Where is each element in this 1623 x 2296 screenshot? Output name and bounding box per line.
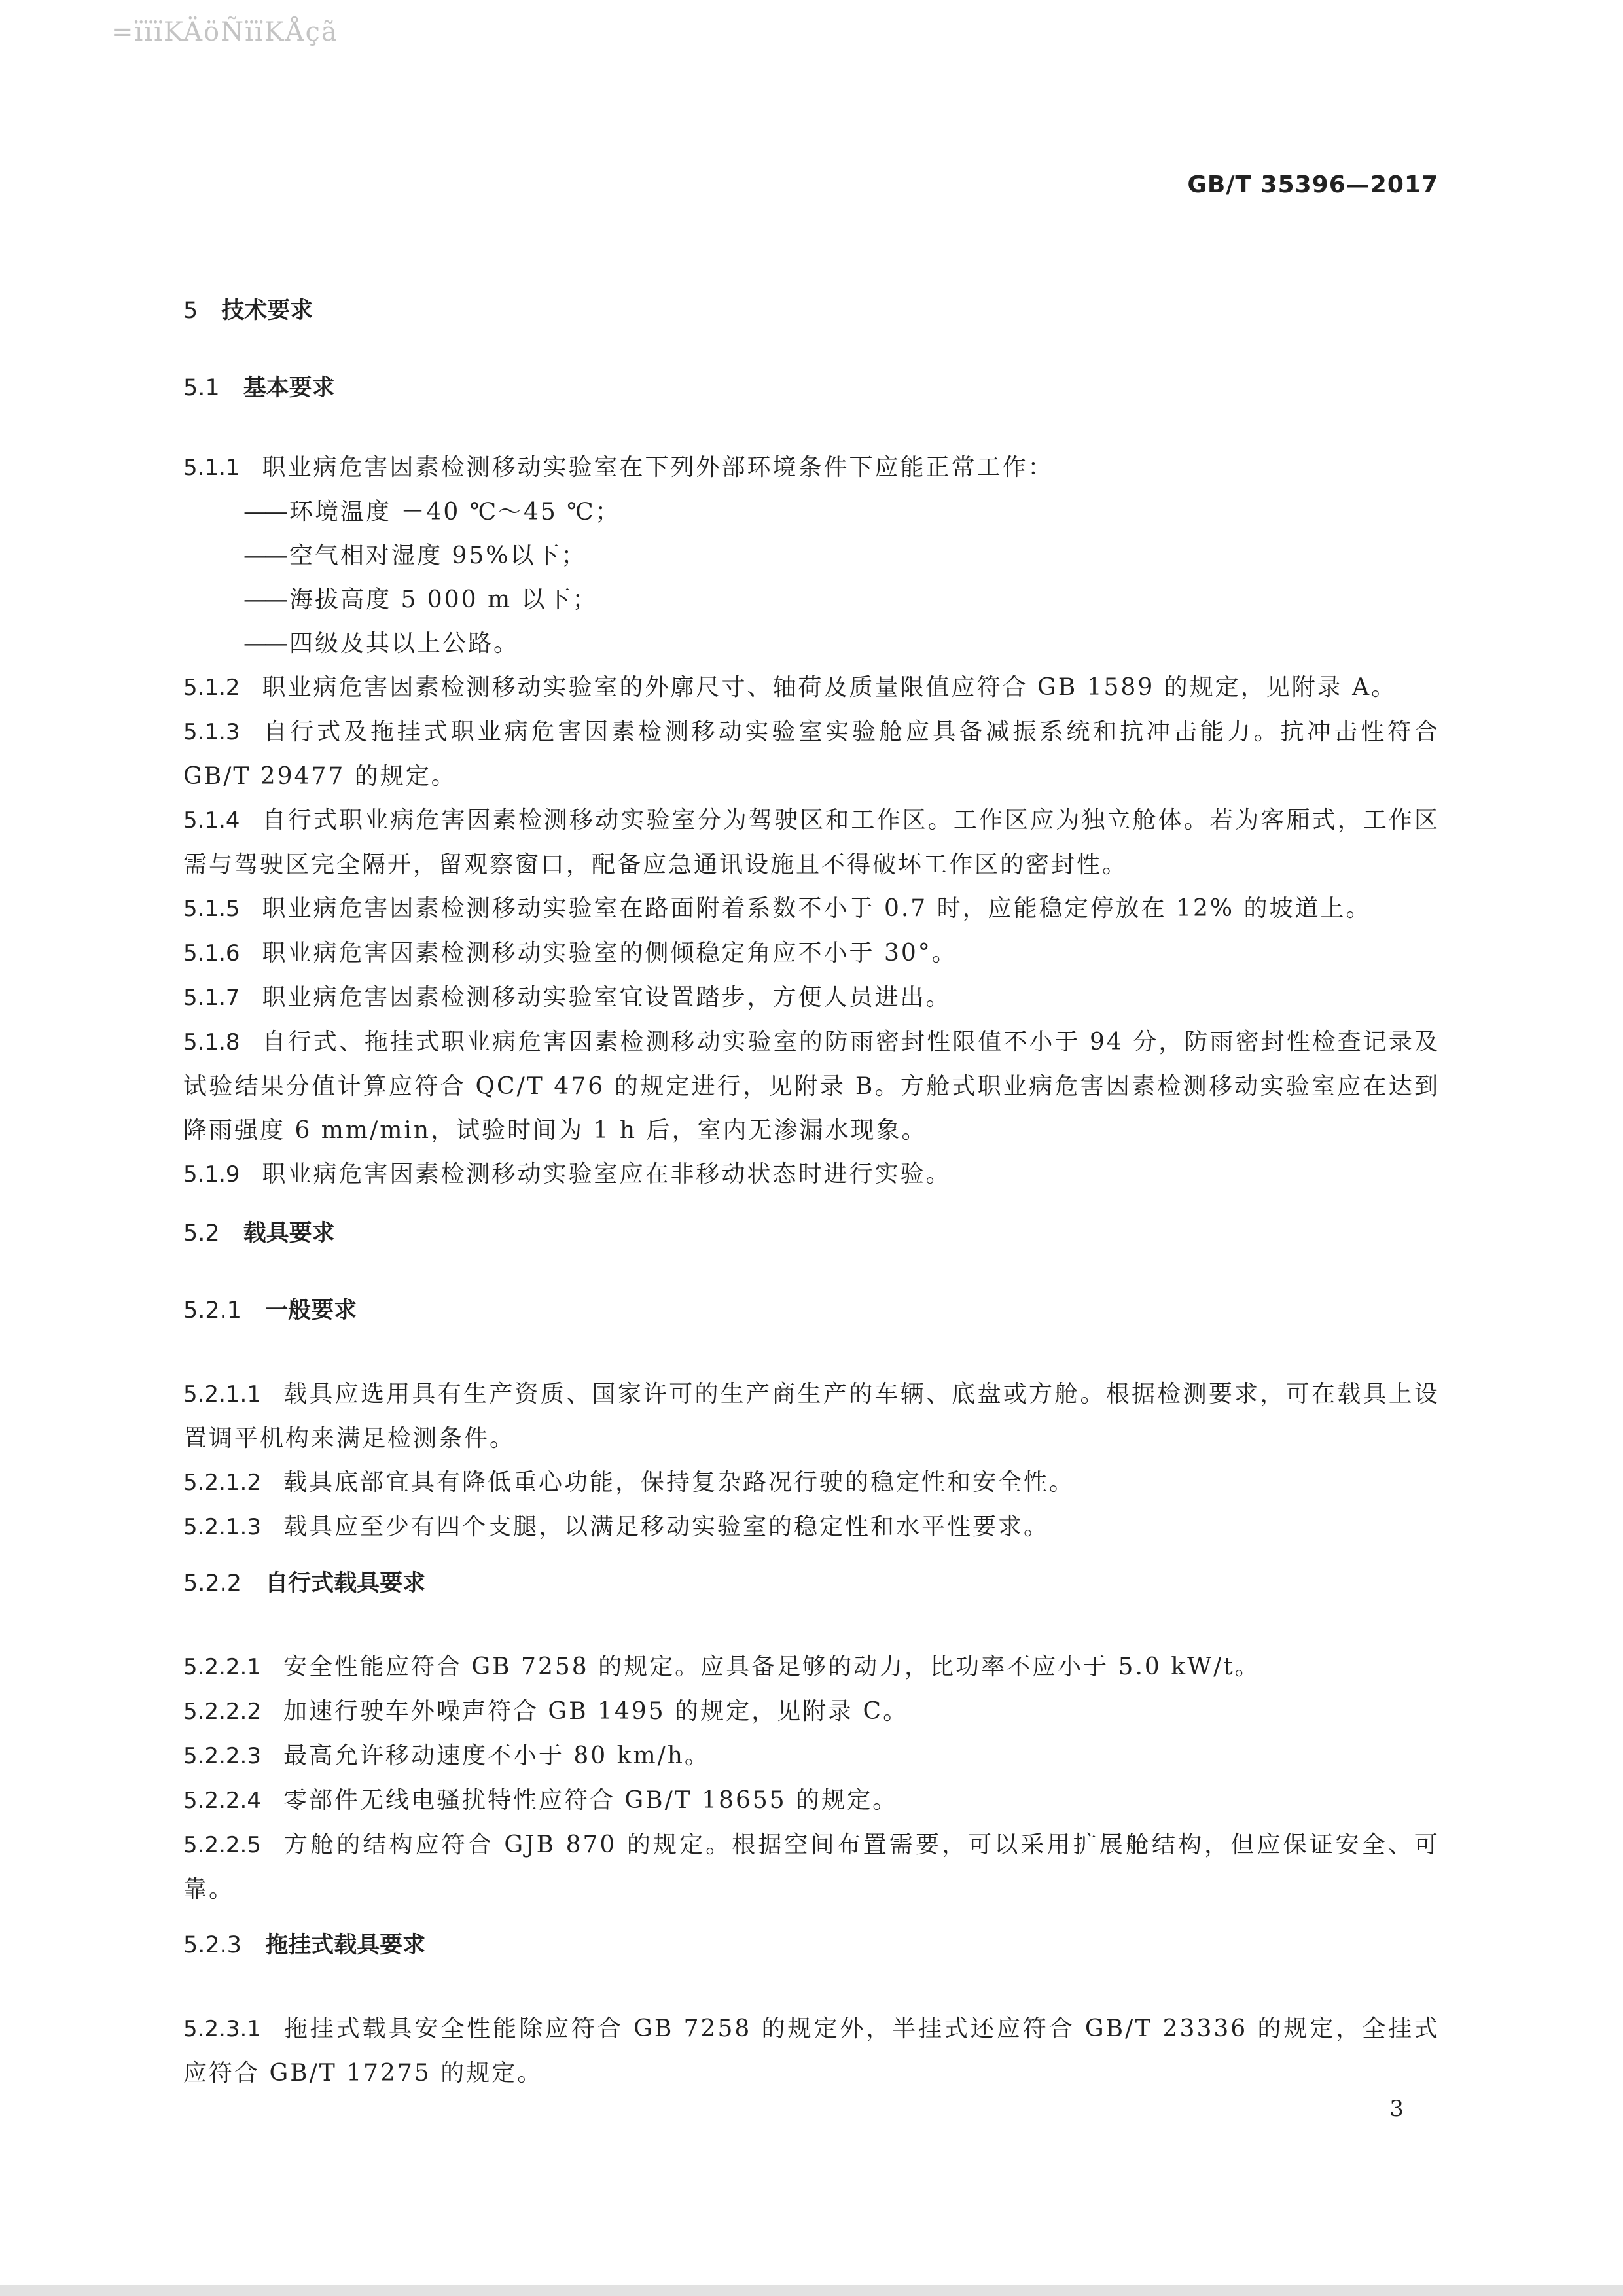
scan-bottom-edge	[0, 2285, 1623, 2296]
clause-number: 5.2.2.3	[183, 1743, 261, 1769]
clause-5-2-2-4	[183, 1778, 1440, 1823]
clause-number: 5.2.2.1	[183, 1654, 261, 1680]
watermark-text: =ïïïKÄöÑïïKÅçã	[111, 17, 338, 47]
list-item-text: 空气相对湿度 95%以下；	[289, 542, 587, 569]
section-heading-5-2	[183, 1214, 1440, 1253]
clause-text: 自行式及拖挂式职业病危害因素检测移动实验室实验舱应具备减振系统和抗冲击能力。抗冲击性符合 GB/T 29477 的规定。	[183, 718, 1440, 790]
clause-text: 职业病危害因素检测移动实验室的外廓尺寸、轴荷及质量限值应符合 GB 1589 的规定，见附录 A。	[262, 674, 1397, 701]
clause-5-2-1-2	[183, 1460, 1440, 1505]
page-number: 3	[1389, 2096, 1404, 2122]
clause-number: 5.1.1	[183, 455, 240, 481]
subsection-heading-5-2-1	[183, 1291, 1440, 1330]
list-item	[183, 622, 1440, 665]
clause-text: 载具应至少有四个支腿，以满足移动实验室的稳定性和水平性要求。	[283, 1513, 1049, 1540]
dash-marker: ——	[243, 499, 285, 525]
chapter-heading	[183, 291, 1440, 330]
clause-5-1-8	[183, 1020, 1440, 1152]
clause-text: 职业病危害因素检测移动实验室的侧倾稳定角应不小于 30°。	[262, 940, 957, 966]
clause-text: 职业病危害因素检测移动实验室在下列外部环境条件下应能正常工作：	[262, 454, 1054, 481]
list-item-text: 环境温度 －40 ℃～45 ℃；	[289, 499, 621, 525]
subsection-number: 5.2.1	[183, 1298, 242, 1324]
clause-number: 5.1.6	[183, 940, 240, 966]
clause-number: 5.2.2.4	[183, 1788, 261, 1814]
chapter-number: 5	[183, 298, 198, 324]
list-item-text: 四级及其以上公路。	[289, 630, 520, 657]
clause-text: 职业病危害因素检测移动实验室应在非移动状态时进行实验。	[262, 1161, 952, 1188]
clause-number: 5.2.2.5	[183, 1832, 261, 1858]
clause-text: 载具底部宜具有降低重心功能，保持复杂路况行驶的稳定性和安全性。	[283, 1469, 1075, 1496]
clause-5-2-3-1	[183, 2007, 1440, 2095]
clause-5-1-6	[183, 931, 1440, 976]
subsection-title: 拖挂式载具要求	[265, 1932, 426, 1958]
clause-number: 5.1.7	[183, 985, 240, 1011]
clause-5-1-5	[183, 887, 1440, 931]
subsection-title: 自行式载具要求	[265, 1570, 426, 1597]
clause-number: 5.2.1.2	[183, 1470, 261, 1496]
clause-5-1-1	[183, 446, 1440, 490]
clause-5-1-4	[183, 798, 1440, 887]
clause-number: 5.2.2.2	[183, 1699, 261, 1725]
clause-text: 拖挂式载具安全性能除应符合 GB 7258 的规定外，半挂式还应符合 GB/T 23336 的规定，全挂式应符合 GB/T 17275 的规定。	[183, 2015, 1440, 2087]
clause-text: 方舱的结构应符合 GJB 870 的规定。根据空间布置需要，可以采用扩展舱结构，但应保证安全、可靠。	[183, 1831, 1440, 1903]
clause-text: 职业病危害因素检测移动实验室在路面附着系数不小于 0.7 时，应能稳定停放在 12% 的坡道上。	[262, 895, 1372, 922]
clause-number: 5.1.5	[183, 896, 240, 922]
chapter-title: 技术要求	[221, 298, 313, 324]
clause-number: 5.2.3.1	[183, 2016, 261, 2042]
list-item	[183, 534, 1440, 578]
clause-text: 自行式、拖挂式职业病危害因素检测移动实验室的防雨密封性限值不小于 94 分，防雨密封性检查记录及试验结果分值计算应符合 QC/T 476 的规定进行，见附录 B。方舱式职业病危害因素检测移动实验室应在达到降雨强度 6 mm/min，试验时间为 1 h 后，室内无渗漏水现象。	[183, 1029, 1440, 1144]
section-title: 载具要求	[243, 1220, 335, 1246]
dash-marker: ——	[243, 542, 285, 569]
list-item	[183, 490, 1440, 534]
subsection-number: 5.2.3	[183, 1932, 242, 1958]
clause-5-1-3	[183, 710, 1440, 798]
subsection-title: 一般要求	[265, 1298, 357, 1324]
clause-text: 安全性能应符合 GB 7258 的规定。应具备足够的动力，比功率不应小于 5.0 kW/t。	[283, 1653, 1260, 1680]
clause-text: 自行式职业病危害因素检测移动实验室分为驾驶区和工作区。工作区应为独立舱体。若为客厢式，工作区需与驾驶区完全隔开，留观察窗口，配备应急通讯设施且不得破坏工作区的密封性。	[183, 807, 1440, 878]
clause-number: 5.1.2	[183, 675, 240, 701]
section-number: 5.2	[183, 1220, 220, 1246]
clause-5-2-2-1	[183, 1645, 1440, 1689]
clause-number: 5.2.1.3	[183, 1514, 261, 1540]
clause-number: 5.1.3	[183, 719, 240, 745]
clause-text: 零部件无线电骚扰特性应符合 GB/T 18655 的规定。	[283, 1787, 899, 1814]
clause-text: 加速行驶车外噪声符合 GB 1495 的规定，见附录 C。	[283, 1698, 909, 1725]
section-title: 基本要求	[243, 375, 335, 401]
subsection-number: 5.2.2	[183, 1570, 242, 1597]
subsection-heading-5-2-3	[183, 1926, 1440, 1965]
clause-5-1-9	[183, 1152, 1440, 1197]
clause-5-2-1-3	[183, 1505, 1440, 1549]
clause-text: 职业病危害因素检测移动实验室宜设置踏步，方便人员进出。	[262, 984, 952, 1011]
dash-marker: ——	[243, 586, 285, 613]
list-item-text: 海拔高度 5 000 m 以下；	[289, 586, 598, 613]
list-item	[183, 578, 1440, 622]
clause-5-2-2-2	[183, 1689, 1440, 1734]
clause-5-1-2	[183, 665, 1440, 710]
clause-5-2-1-1	[183, 1372, 1440, 1460]
clause-number: 5.1.9	[183, 1161, 240, 1188]
clause-5-2-2-5	[183, 1823, 1440, 1911]
clause-text: 最高允许移动速度不小于 80 km/h。	[283, 1742, 710, 1769]
section-number: 5.1	[183, 375, 220, 401]
clause-text: 载具应选用具有生产资质、国家许可的生产商生产的车辆、底盘或方舱。根据检测要求，可在载具上设置调平机构来满足检测条件。	[183, 1381, 1440, 1452]
subsection-heading-5-2-2	[183, 1564, 1440, 1603]
page-content	[183, 291, 1440, 2095]
section-heading-5-1	[183, 368, 1440, 408]
clause-number: 5.2.1.1	[183, 1381, 261, 1407]
document-code: GB/T 35396—2017	[1187, 171, 1438, 198]
clause-5-1-7	[183, 976, 1440, 1020]
dash-marker: ——	[243, 630, 285, 657]
clause-number: 5.1.8	[183, 1029, 240, 1055]
clause-number: 5.1.4	[183, 807, 240, 834]
clause-5-2-2-3	[183, 1734, 1440, 1778]
